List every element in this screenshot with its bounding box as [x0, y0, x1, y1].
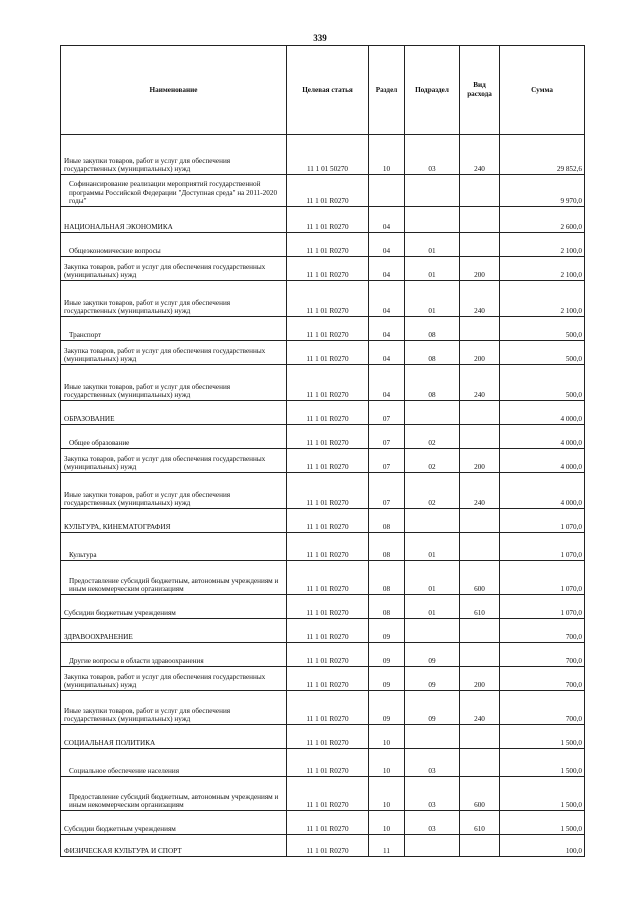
cell-expense-type — [460, 749, 500, 777]
cell-amount: 4 000,0 — [500, 401, 585, 425]
cell-section: 10 — [369, 777, 405, 811]
cell-subsection — [405, 175, 460, 207]
table-row — [61, 281, 585, 317]
cell-expense-type: 610 — [460, 811, 500, 835]
table-row — [61, 595, 585, 619]
cell-subsection: 01 — [405, 595, 460, 619]
cell-target: 11 1 01 R0270 — [287, 643, 369, 667]
cell-section: 10 — [369, 811, 405, 835]
cell-name: Иные закупки товаров, работ и услуг для обеспечения государственных (муниципальных) нужд — [61, 473, 287, 509]
cell-amount: 700,0 — [500, 619, 585, 643]
table-row — [61, 175, 585, 207]
cell-target: 11 1 01 R0270 — [287, 207, 369, 233]
cell-name: Культура — [61, 533, 287, 561]
cell-target: 11 1 01 R0270 — [287, 667, 369, 691]
cell-section: 08 — [369, 533, 405, 561]
table-row — [61, 777, 585, 811]
cell-expense-type: 240 — [460, 691, 500, 725]
cell-subsection: 02 — [405, 473, 460, 509]
cell-name: Закупка товаров, работ и услуг для обеспечения государственных (муниципальных) нужд — [61, 449, 287, 473]
cell-section: 07 — [369, 401, 405, 425]
cell-expense-type: 240 — [460, 473, 500, 509]
table-body — [61, 135, 585, 857]
header-target: Целевая статья — [287, 46, 369, 135]
cell-name: КУЛЬТУРА, КИНЕМАТОГРАФИЯ — [61, 509, 287, 533]
header-expense-type: Вид расхода — [460, 46, 500, 135]
cell-target: 11 1 01 R0270 — [287, 473, 369, 509]
table-row — [61, 341, 585, 365]
cell-target: 11 1 01 R0270 — [287, 749, 369, 777]
cell-section: 09 — [369, 643, 405, 667]
cell-subsection: 09 — [405, 667, 460, 691]
cell-target: 11 1 01 R0270 — [287, 835, 369, 857]
cell-target: 11 1 01 R0270 — [287, 595, 369, 619]
table-row — [61, 725, 585, 749]
cell-target: 11 1 01 R0270 — [287, 811, 369, 835]
header-name: Наименование — [61, 46, 287, 135]
cell-expense-type: 200 — [460, 341, 500, 365]
cell-section: 09 — [369, 667, 405, 691]
cell-name: Иные закупки товаров, работ и услуг для обеспечения государственных (муниципальных) нужд — [61, 691, 287, 725]
cell-amount: 1 070,0 — [500, 509, 585, 533]
cell-section: 08 — [369, 509, 405, 533]
cell-section: 07 — [369, 449, 405, 473]
cell-subsection: 01 — [405, 257, 460, 281]
cell-expense-type — [460, 175, 500, 207]
cell-name: ЗДРАВООХРАНЕНИЕ — [61, 619, 287, 643]
cell-subsection: 01 — [405, 233, 460, 257]
cell-expense-type: 240 — [460, 365, 500, 401]
header-section: Раздел — [369, 46, 405, 135]
cell-expense-type — [460, 835, 500, 857]
cell-amount: 1 500,0 — [500, 749, 585, 777]
cell-target: 11 1 01 R0270 — [287, 425, 369, 449]
cell-subsection — [405, 619, 460, 643]
cell-target: 11 1 01 R0270 — [287, 365, 369, 401]
cell-name: Иные закупки товаров, работ и услуг для обеспечения государственных (муниципальных) нужд — [61, 281, 287, 317]
cell-amount: 500,0 — [500, 341, 585, 365]
cell-name: Транспорт — [61, 317, 287, 341]
cell-name: Общеэкономические вопросы — [61, 233, 287, 257]
header-amount: Сумма — [500, 46, 585, 135]
cell-subsection: 08 — [405, 365, 460, 401]
cell-section: 04 — [369, 281, 405, 317]
table-row — [61, 257, 585, 281]
cell-amount: 9 970,0 — [500, 175, 585, 207]
cell-subsection: 01 — [405, 533, 460, 561]
cell-section: 04 — [369, 207, 405, 233]
cell-name: СОЦИАЛЬНАЯ ПОЛИТИКА — [61, 725, 287, 749]
cell-expense-type — [460, 401, 500, 425]
cell-target: 11 1 01 R0270 — [287, 533, 369, 561]
cell-name: Иные закупки товаров, работ и услуг для обеспечения государственных (муниципальных) нужд — [61, 135, 287, 175]
cell-expense-type: 200 — [460, 667, 500, 691]
cell-amount: 1 070,0 — [500, 533, 585, 561]
cell-expense-type: 600 — [460, 561, 500, 595]
cell-subsection: 08 — [405, 341, 460, 365]
cell-amount: 1 070,0 — [500, 561, 585, 595]
cell-expense-type: 240 — [460, 135, 500, 175]
cell-section: 10 — [369, 725, 405, 749]
table-row — [61, 835, 585, 857]
cell-expense-type: 610 — [460, 595, 500, 619]
cell-target: 11 1 01 R0270 — [287, 509, 369, 533]
cell-expense-type — [460, 425, 500, 449]
table-row — [61, 667, 585, 691]
cell-expense-type: 240 — [460, 281, 500, 317]
cell-subsection — [405, 509, 460, 533]
cell-target: 11 1 01 R0270 — [287, 777, 369, 811]
cell-expense-type — [460, 207, 500, 233]
cell-name: Социальное обеспечение населения — [61, 749, 287, 777]
cell-subsection — [405, 835, 460, 857]
cell-subsection: 03 — [405, 749, 460, 777]
cell-expense-type — [460, 317, 500, 341]
cell-target: 11 1 01 R0270 — [287, 175, 369, 207]
cell-expense-type: 200 — [460, 449, 500, 473]
cell-section: 04 — [369, 341, 405, 365]
table-row — [61, 811, 585, 835]
cell-subsection: 09 — [405, 691, 460, 725]
cell-target: 11 1 01 R0270 — [287, 619, 369, 643]
cell-amount: 1 500,0 — [500, 777, 585, 811]
cell-name: Предоставление субсидий бюджетным, автономным учреждениям и иным некоммерческим организациям — [61, 561, 287, 595]
cell-target: 11 1 01 R0270 — [287, 341, 369, 365]
cell-amount: 700,0 — [500, 667, 585, 691]
cell-amount: 4 000,0 — [500, 425, 585, 449]
cell-target: 11 1 01 R0270 — [287, 725, 369, 749]
table-header-row — [61, 46, 585, 135]
cell-expense-type — [460, 619, 500, 643]
cell-target: 11 1 01 R0270 — [287, 561, 369, 595]
cell-section: 07 — [369, 425, 405, 449]
table-row — [61, 561, 585, 595]
cell-name: ФИЗИЧЕСКАЯ КУЛЬТУРА И СПОРТ — [61, 835, 287, 857]
cell-subsection: 03 — [405, 777, 460, 811]
table-row — [61, 317, 585, 341]
cell-name: Предоставление субсидий бюджетным, автономным учреждениям и иным некоммерческим организациям — [61, 777, 287, 811]
cell-section: 04 — [369, 317, 405, 341]
table-row — [61, 691, 585, 725]
cell-subsection: 01 — [405, 561, 460, 595]
cell-name: Субсидии бюджетным учреждениям — [61, 595, 287, 619]
cell-section — [369, 175, 405, 207]
cell-amount: 2 100,0 — [500, 281, 585, 317]
cell-section: 09 — [369, 691, 405, 725]
table-row — [61, 749, 585, 777]
cell-target: 11 1 01 R0270 — [287, 449, 369, 473]
cell-section: 08 — [369, 561, 405, 595]
cell-section: 11 — [369, 835, 405, 857]
cell-expense-type — [460, 509, 500, 533]
table-row — [61, 425, 585, 449]
table-row — [61, 509, 585, 533]
cell-name: Иные закупки товаров, работ и услуг для обеспечения государственных (муниципальных) нужд — [61, 365, 287, 401]
cell-target: 11 1 01 R0270 — [287, 257, 369, 281]
cell-name: Закупка товаров, работ и услуг для обеспечения государственных (муниципальных) нужд — [61, 257, 287, 281]
table-row — [61, 233, 585, 257]
cell-expense-type: 600 — [460, 777, 500, 811]
table-row — [61, 207, 585, 233]
cell-expense-type — [460, 233, 500, 257]
cell-name: Общее образование — [61, 425, 287, 449]
table-row — [61, 135, 585, 175]
table-row — [61, 643, 585, 667]
cell-target: 11 1 01 R0270 — [287, 233, 369, 257]
cell-subsection: 02 — [405, 449, 460, 473]
cell-subsection — [405, 401, 460, 425]
cell-name: Закупка товаров, работ и услуг для обеспечения государственных (муниципальных) нужд — [61, 667, 287, 691]
cell-amount: 2 100,0 — [500, 233, 585, 257]
table-row — [61, 401, 585, 425]
table-row — [61, 619, 585, 643]
cell-amount: 4 000,0 — [500, 473, 585, 509]
cell-expense-type: 200 — [460, 257, 500, 281]
table-row — [61, 449, 585, 473]
cell-section: 10 — [369, 135, 405, 175]
cell-target: 11 1 01 R0270 — [287, 317, 369, 341]
page-number: 339 — [313, 33, 327, 43]
cell-amount: 700,0 — [500, 643, 585, 667]
cell-amount: 500,0 — [500, 365, 585, 401]
cell-amount: 2 600,0 — [500, 207, 585, 233]
budget-table — [60, 45, 585, 857]
cell-amount: 500,0 — [500, 317, 585, 341]
table-row — [61, 533, 585, 561]
cell-amount: 1 500,0 — [500, 725, 585, 749]
cell-section: 10 — [369, 749, 405, 777]
cell-section: 08 — [369, 595, 405, 619]
cell-name: Софинансирование реализации мероприятий государственной программы Российской Федерации "Доступная среда" на 2011-2020 годы" — [61, 175, 287, 207]
cell-amount: 4 000,0 — [500, 449, 585, 473]
cell-subsection: 03 — [405, 135, 460, 175]
cell-subsection — [405, 207, 460, 233]
cell-section: 07 — [369, 473, 405, 509]
cell-target: 11 1 01 R0270 — [287, 281, 369, 317]
cell-amount: 1 070,0 — [500, 595, 585, 619]
table-row — [61, 473, 585, 509]
header-subsection: Подраздел — [405, 46, 460, 135]
table-row — [61, 365, 585, 401]
cell-target: 11 1 01 50270 — [287, 135, 369, 175]
cell-target: 11 1 01 R0270 — [287, 691, 369, 725]
cell-amount: 1 500,0 — [500, 811, 585, 835]
cell-subsection: 09 — [405, 643, 460, 667]
cell-section: 09 — [369, 619, 405, 643]
cell-name: Закупка товаров, работ и услуг для обеспечения государственных (муниципальных) нужд — [61, 341, 287, 365]
cell-amount: 29 852,6 — [500, 135, 585, 175]
cell-name: Другие вопросы в области здравоохранения — [61, 643, 287, 667]
cell-section: 04 — [369, 365, 405, 401]
cell-amount: 100,0 — [500, 835, 585, 857]
cell-amount: 700,0 — [500, 691, 585, 725]
cell-section: 04 — [369, 233, 405, 257]
cell-subsection — [405, 725, 460, 749]
cell-subsection: 02 — [405, 425, 460, 449]
cell-name: Субсидии бюджетным учреждениям — [61, 811, 287, 835]
cell-target: 11 1 01 R0270 — [287, 401, 369, 425]
cell-subsection: 03 — [405, 811, 460, 835]
cell-name: НАЦИОНАЛЬНАЯ ЭКОНОМИКА — [61, 207, 287, 233]
cell-name: ОБРАЗОВАНИЕ — [61, 401, 287, 425]
cell-subsection: 08 — [405, 317, 460, 341]
cell-section: 04 — [369, 257, 405, 281]
cell-amount: 2 100,0 — [500, 257, 585, 281]
cell-expense-type — [460, 533, 500, 561]
cell-expense-type — [460, 725, 500, 749]
cell-subsection: 01 — [405, 281, 460, 317]
cell-expense-type — [460, 643, 500, 667]
